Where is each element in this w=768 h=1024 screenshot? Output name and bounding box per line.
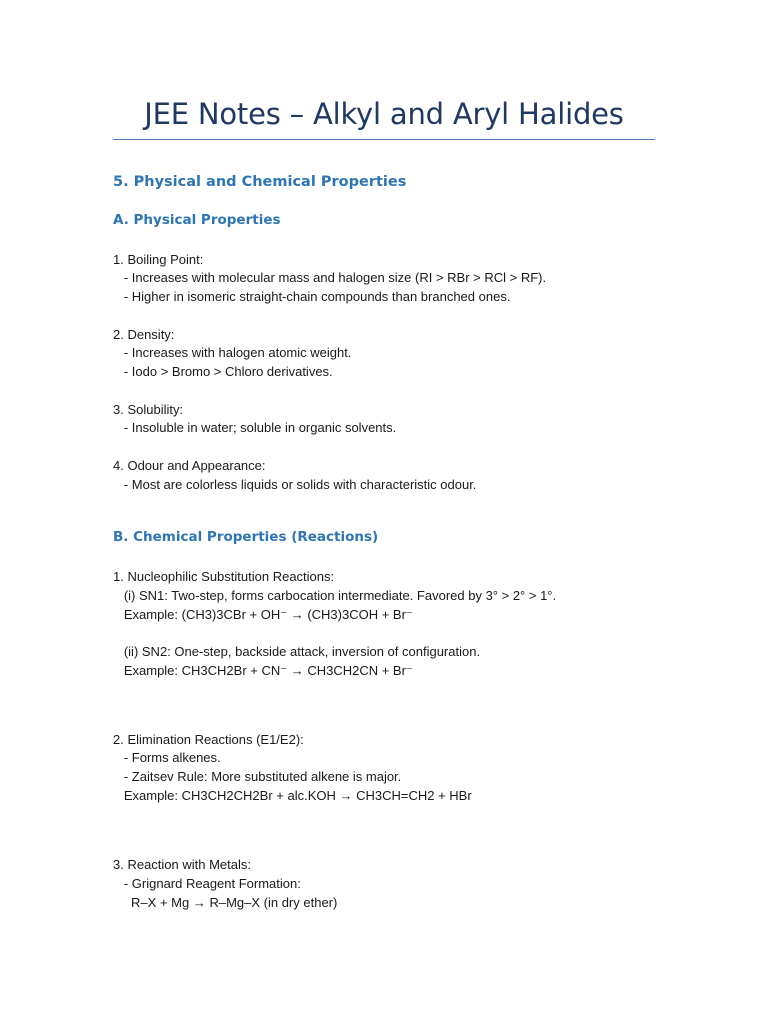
odour-heading: 4. Odour and Appearance: bbox=[113, 458, 266, 473]
odour-line-1: - Most are colorless liquids or solids with characteristic odour. bbox=[113, 477, 477, 492]
substitution-heading: 1. Nucleophilic Substitution Reactions: bbox=[113, 569, 335, 584]
sn1-description: (i) SN1: Two-step, forms carbocation intermediate. Favored by 3° > 2° > 1°. bbox=[113, 588, 557, 603]
elimination-line-2: - Zaitsev Rule: More substituted alkene is major. bbox=[113, 769, 402, 784]
boiling-point-line-2: - Higher in isomeric straight-chain compounds than branched ones. bbox=[113, 289, 511, 304]
boiling-point-line-1: - Increases with molecular mass and halogen size (RI > RBr > RCl > RF). bbox=[113, 270, 547, 285]
title-underline bbox=[113, 139, 655, 140]
chemical-properties-heading: B. Chemical Properties (Reactions) bbox=[113, 529, 379, 545]
solubility-heading: 3. Solubility: bbox=[113, 402, 184, 417]
section-heading: 5. Physical and Chemical Properties bbox=[113, 174, 407, 190]
density-heading: 2. Density: bbox=[113, 327, 175, 342]
physical-properties-heading: A. Physical Properties bbox=[113, 212, 281, 228]
elimination-heading: 2. Elimination Reactions (E1/E2): bbox=[113, 732, 304, 747]
density-line-2: - Iodo > Bromo > Chloro derivatives. bbox=[113, 364, 333, 379]
sn2-description: (ii) SN2: One-step, backside attack, inversion of configuration. bbox=[113, 644, 481, 659]
density-line-1: - Increases with halogen atomic weight. bbox=[113, 345, 352, 360]
document-title: JEE Notes – Alkyl and Aryl Halides bbox=[144, 97, 624, 131]
metals-heading: 3. Reaction with Metals: bbox=[113, 857, 252, 872]
elimination-example: Example: CH3CH2CH2Br + alc.KOH → CH3CH=CH2 + HBr bbox=[113, 788, 472, 803]
solubility-line-1: - Insoluble in water; soluble in organic solvents. bbox=[113, 420, 397, 435]
boiling-point-heading: 1. Boiling Point: bbox=[113, 252, 204, 267]
sn2-example: Example: CH3CH2Br + CN⁻ → CH3CH2CN + Br⁻ bbox=[113, 663, 413, 678]
grignard-heading: - Grignard Reagent Formation: bbox=[113, 876, 301, 891]
elimination-line-1: - Forms alkenes. bbox=[113, 750, 221, 765]
grignard-reaction: R–X + Mg → R–Mg–X (in dry ether) bbox=[113, 895, 338, 910]
sn1-example: Example: (CH3)3CBr + OH⁻ → (CH3)3COH + Br⁻ bbox=[113, 607, 413, 622]
